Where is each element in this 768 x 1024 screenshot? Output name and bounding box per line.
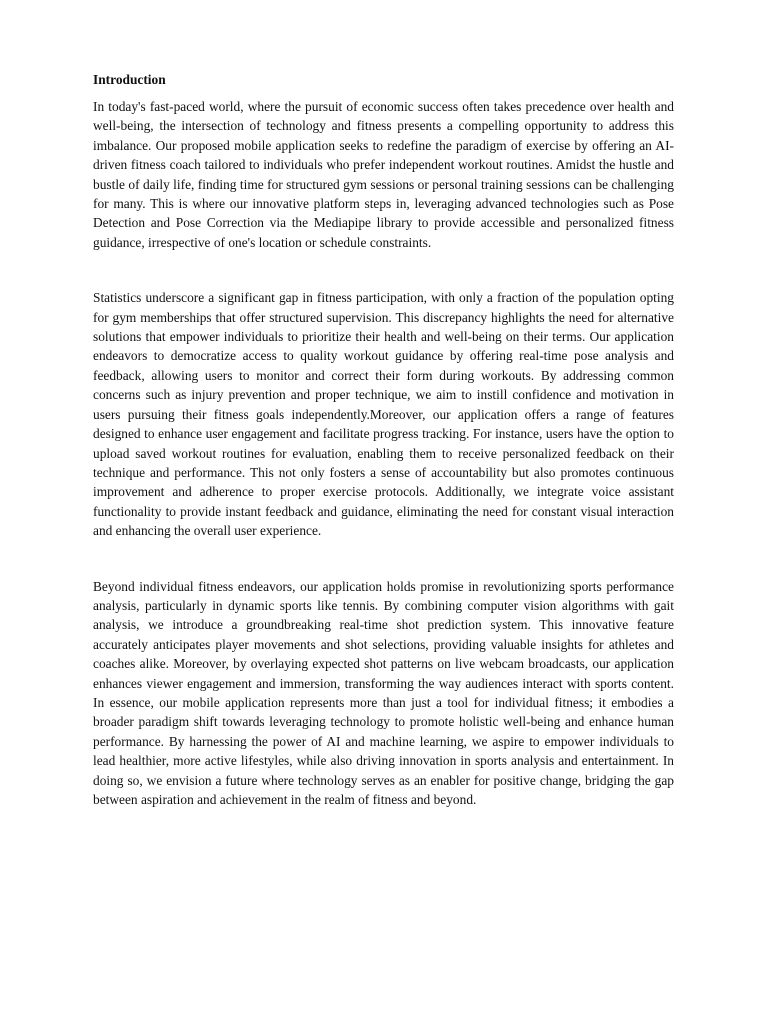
document-page [93,70,674,809]
paragraph-sports-analysis: Beyond individual fitness endeavors, our application holds promise in revolutionizing sports performance analysis, particularly in dynamic sports like tennis. By combining computer vision algorithms with gait analysis, we introduce a groundbreaking real-time shot prediction system. This innovative feature accurately anticipates player movements and shot selections, providing valuable insights for athletes and coaches alike. Moreover, by overlaying expected shot patterns on live webcam broadcasts, our application enhances viewer engagement and immersion, transforming the way audiences interact with sports content. In essence, our mobile application represents more than just a tool for individual fitness; it embodies a broader paradigm shift towards leveraging technology to promote holistic well-being and enhance human performance. By harnessing the power of AI and machine learning, we aspire to empower individuals to lead healthier, more active lifestyles, while also driving innovation in sports analysis and entertainment. In doing so, we envision a future where technology serves as an enabler for positive change, bridging the gap between aspiration and achievement in the realm of fitness and beyond. [93,578,674,807]
section-heading: Introduction [93,72,166,87]
paragraph-introduction: In today's fast-paced world, where the pursuit of economic success often takes precedence over health and well-being, the intersection of technology and fitness presents a compelling opportunity to address this imbalance. Our proposed mobile application seeks to redefine the paradigm of exercise by offering an AI-driven fitness coach tailored to individuals who prefer independent workout routines. Amidst the hustle and bustle of daily life, finding time for structured gym sessions or personal training sessions can be challenging for many. This is where our innovative platform steps in, leveraging advanced technologies such as Pose Detection and Pose Correction via the Mediapipe library to provide accessible and personalized fitness guidance, irrespective of one's location or schedule constraints. [93,99,674,250]
paragraph-statistics: Statistics underscore a significant gap in fitness participation, with only a fraction of the population opting for gym memberships that offer structured supervision. This discrepancy highlights the need for alternative solutions that empower individuals to prioritize their health and well-being on their terms. Our application endeavors to democratize access to quality workout guidance by offering real-time pose analysis and feedback, allowing users to monitor and correct their form during workouts. By addressing common concerns such as injury prevention and proper technique, we aim to instill confidence and motivation in users pursuing their fitness goals independently.Moreover, our application offers a range of features designed to enhance user engagement and facilitate progress tracking. For instance, users have the option to upload saved workout routines for evaluation, enabling them to receive personalized feedback on their technique and performance. This not only fosters a sense of accountability but also promotes continuous improvement and adherence to proper exercise protocols. Additionally, we integrate voice assistant functionality to provide instant feedback and guidance, eliminating the need for constant visual interaction and enhancing the overall user experience. [93,290,674,539]
